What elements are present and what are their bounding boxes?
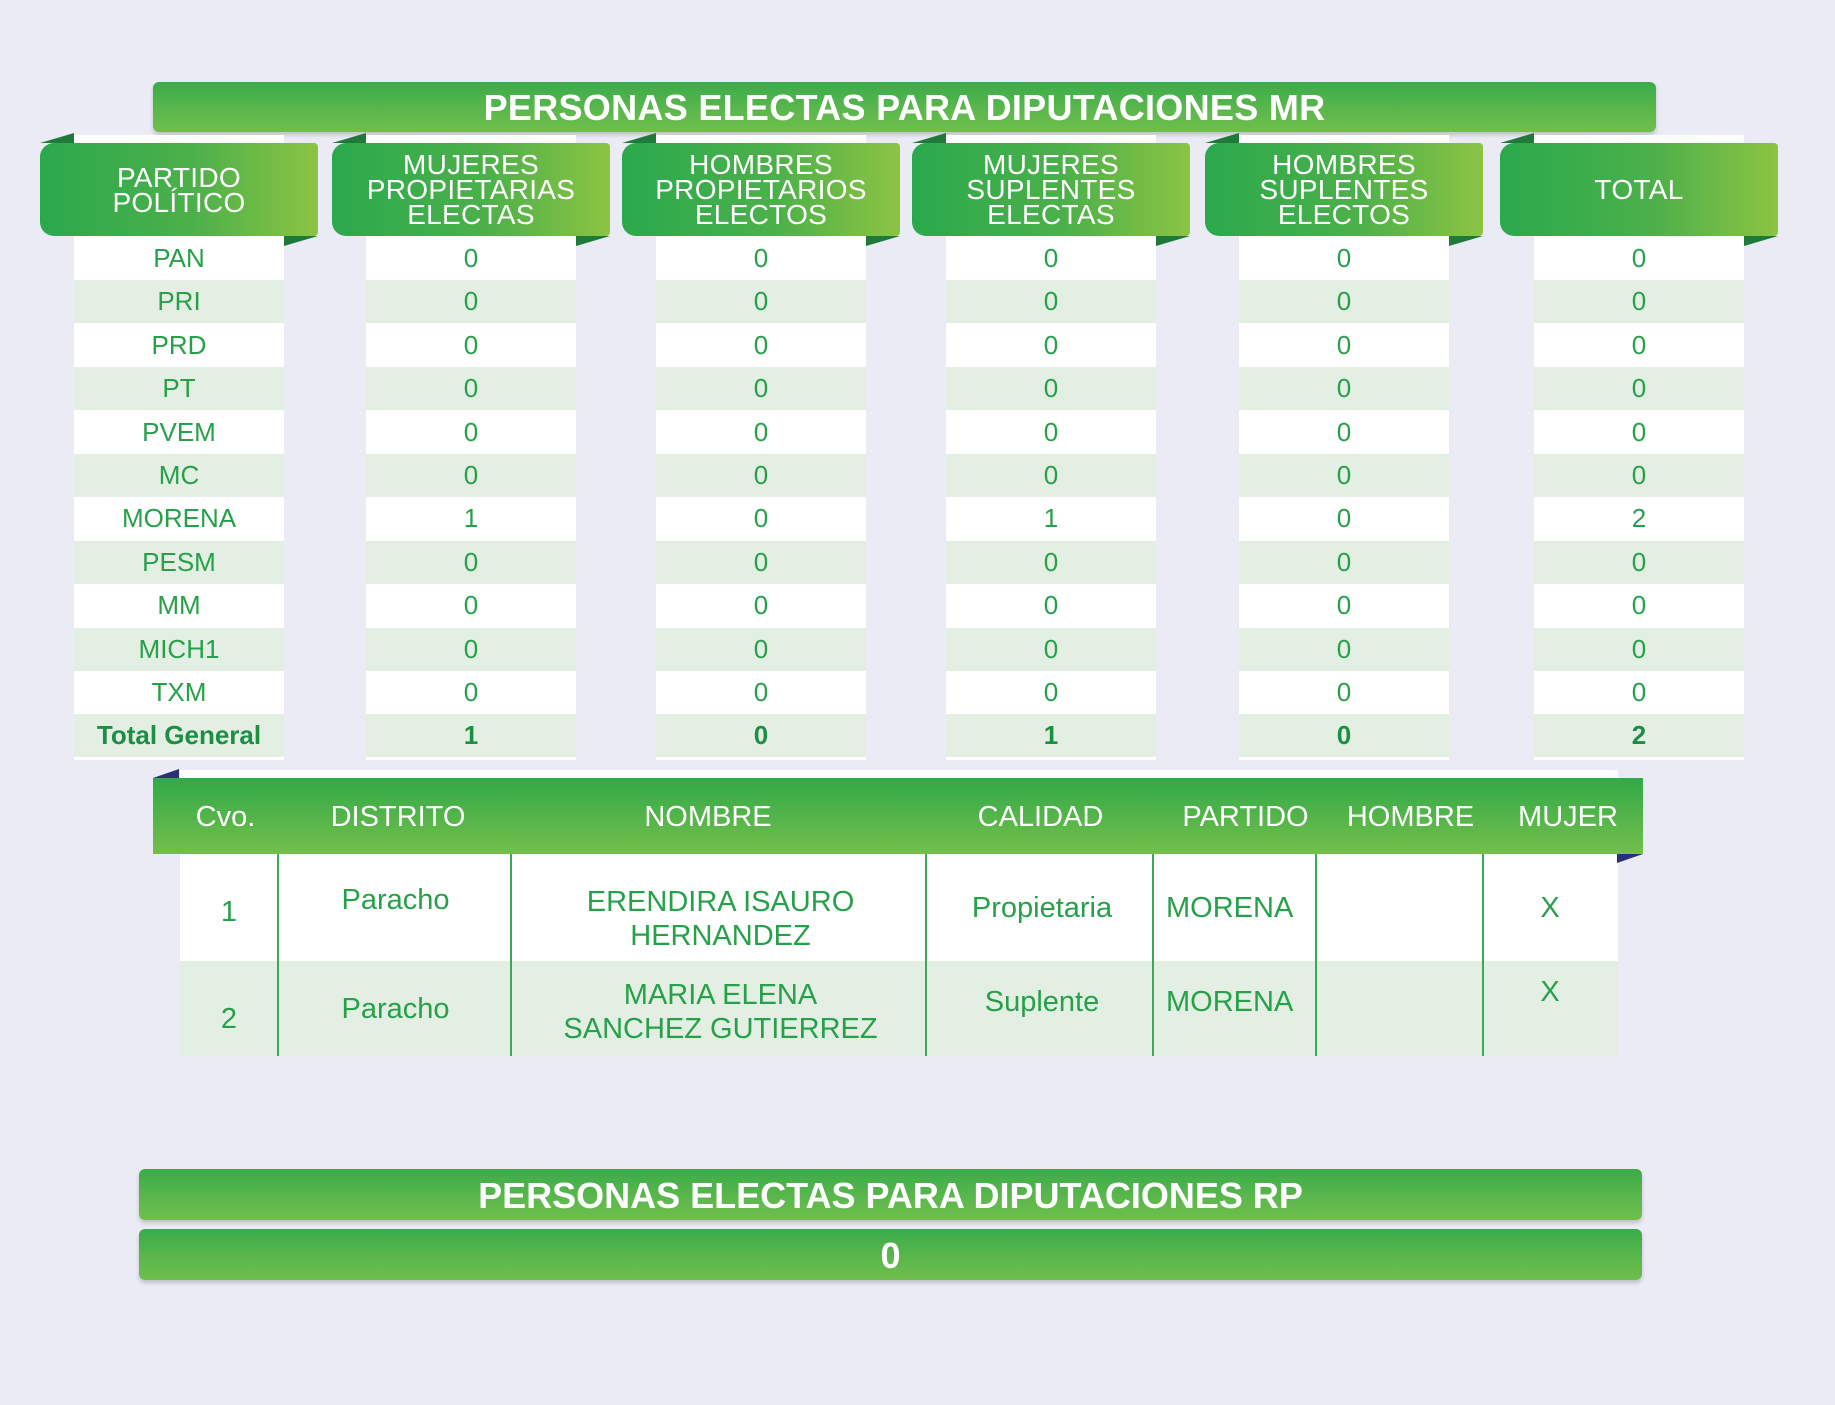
value-cell: 0: [1043, 590, 1059, 621]
cell-distrito: Paracho: [341, 992, 450, 1025]
column-divider: [1152, 854, 1154, 1056]
cell-cvo: 2: [220, 1002, 238, 1035]
value-cell: 0: [463, 416, 479, 447]
party-name-cell: PRD: [151, 329, 207, 360]
column-header-label: PARTIDO POLÍTICO: [112, 161, 246, 218]
value-cell: 0: [753, 677, 769, 707]
header-mujer: MUJER: [1518, 801, 1618, 833]
value-cell: 0: [1336, 677, 1352, 707]
cell-calidad: Suplente: [984, 986, 1100, 1018]
value-cell: 0: [946, 541, 1156, 584]
value-cell: 0: [463, 677, 479, 707]
value-cell: 2: [1631, 503, 1647, 534]
value-cell: 0: [1534, 628, 1744, 671]
value-cell: 0: [1631, 590, 1647, 621]
header-mujeres-propietarias: [332, 143, 610, 236]
value-cell: 1: [463, 503, 479, 534]
rp-section-title: PERSONAS ELECTAS PARA DIPUTACIONES RP: [139, 1169, 1642, 1220]
column-header-label: HOMBRES SUPLENTES ELECTOS: [1259, 149, 1429, 230]
header-hombre: HOMBRE: [1346, 801, 1475, 833]
column-divider: [925, 854, 927, 1056]
party-name-cell: MICH1: [74, 628, 284, 671]
value-cell: 0: [366, 367, 576, 410]
value-cell: 0: [946, 454, 1156, 497]
cell-cvo: 1: [220, 895, 238, 928]
header-mujeres-suplentes: [912, 143, 1190, 236]
value-cell: 0: [1534, 454, 1744, 497]
value-cell: 1: [1043, 503, 1059, 534]
column-header-label: MUJERES SUPLENTES ELECTAS: [966, 149, 1136, 230]
cell-nombre: [513, 961, 928, 1073]
value-cell: 0: [656, 541, 866, 584]
value-cell: 0: [1239, 541, 1449, 584]
header-cvo: Cvo.: [195, 801, 256, 833]
value-cell: 0: [753, 243, 769, 273]
value-cell: 0: [366, 541, 576, 584]
cell-mujer: X: [1540, 976, 1560, 1008]
value-cell: 0: [656, 454, 866, 497]
nombre-line-1: ERENDIRA ISAURO: [586, 886, 855, 918]
party-name-cell: PVEM: [142, 416, 216, 447]
value-cell: 0: [1239, 367, 1449, 410]
value-cell: 0: [1239, 628, 1449, 671]
value-cell: 0: [1043, 416, 1059, 447]
cell-partido: MORENA: [1166, 986, 1294, 1018]
value-cell: 0: [753, 503, 769, 534]
header-nombre: NOMBRE: [644, 801, 772, 833]
column-divider: [277, 854, 279, 1056]
cell-mujer: X: [1540, 891, 1560, 924]
value-cell: 0: [1534, 367, 1744, 410]
value-cell: 0: [1534, 541, 1744, 584]
header-partido: PARTIDO: [1182, 801, 1309, 833]
total-value-cell: 0: [1239, 714, 1449, 757]
value-cell: 0: [1631, 329, 1647, 360]
table-row: [180, 854, 1618, 961]
value-cell: 0: [1336, 590, 1352, 621]
nombre-line-1: MARIA ELENA: [623, 979, 818, 1011]
value-cell: 0: [1336, 243, 1352, 273]
party-name-cell: PESM: [74, 541, 284, 584]
party-name-cell: MC: [74, 454, 284, 497]
value-cell: 0: [1336, 503, 1352, 534]
header-calidad: CALIDAD: [977, 801, 1104, 833]
detail-table-header: [153, 778, 1643, 854]
value-cell: 0: [753, 416, 769, 447]
party-name-cell: MORENA: [121, 503, 237, 534]
value-cell: 0: [1631, 677, 1647, 707]
cell-hombre: [1316, 961, 1482, 1056]
header-partido: [40, 143, 318, 236]
cell-distrito: Paracho: [341, 884, 450, 916]
value-cell: 0: [656, 628, 866, 671]
value-cell: 0: [366, 628, 576, 671]
table-row: [180, 961, 1618, 1056]
value-cell: 0: [1043, 677, 1059, 707]
total-value-cell: 0: [656, 714, 866, 757]
column-header-label: HOMBRES PROPIETARIOS ELECTOS: [655, 149, 867, 230]
column-divider: [510, 854, 512, 1056]
value-cell: 0: [656, 280, 866, 323]
value-cell: 0: [366, 280, 576, 323]
value-cell: 0: [1336, 416, 1352, 447]
column-divider: [1482, 854, 1484, 1056]
cell-partido: MORENA: [1166, 891, 1294, 924]
column-divider: [1315, 854, 1317, 1056]
value-cell: 0: [1043, 243, 1059, 273]
total-general-label: Total General: [74, 714, 284, 757]
value-cell: 0: [463, 329, 479, 360]
value-cell: 0: [1239, 280, 1449, 323]
value-cell: 0: [1631, 243, 1647, 273]
total-value-cell: 1: [366, 714, 576, 757]
header-total: [1500, 143, 1778, 236]
party-name-cell: TXM: [151, 677, 207, 707]
header-hombres-propietarios: [622, 143, 900, 236]
value-cell: 0: [1534, 280, 1744, 323]
value-cell: 0: [946, 628, 1156, 671]
value-cell: 0: [463, 590, 479, 621]
value-cell: 0: [366, 454, 576, 497]
value-cell: 0: [463, 243, 479, 273]
value-cell: 0: [1043, 329, 1059, 360]
cell-calidad: Propietaria: [971, 891, 1113, 924]
column-header-label: TOTAL: [1594, 174, 1684, 205]
cell-hombre: [1316, 854, 1482, 961]
value-cell: 0: [1239, 454, 1449, 497]
value-cell: 0: [753, 329, 769, 360]
mr-section-title: PERSONAS ELECTAS PARA DIPUTACIONES MR: [153, 82, 1656, 132]
party-name-cell: PRI: [74, 280, 284, 323]
column-header-label: MUJERES PROPIETARIAS ELECTAS: [366, 149, 576, 230]
header-hombres-suplentes: [1205, 143, 1483, 236]
party-name-cell: PT: [74, 367, 284, 410]
value-cell: 0: [1631, 416, 1647, 447]
value-cell: 0: [1336, 329, 1352, 360]
nombre-line-2: SANCHEZ GUTIERREZ: [563, 1013, 878, 1045]
party-name-cell: MM: [157, 590, 201, 621]
value-cell: 0: [946, 280, 1156, 323]
nombre-line-2: HERNANDEZ: [630, 920, 811, 952]
value-cell: 0: [753, 590, 769, 621]
header-distrito: DISTRITO: [330, 801, 466, 833]
total-value-cell: 2: [1534, 714, 1744, 757]
rp-total-value: 0: [139, 1229, 1642, 1280]
party-name-cell: PAN: [153, 243, 205, 273]
value-cell: 0: [946, 367, 1156, 410]
total-value-cell: 1: [946, 714, 1156, 757]
value-cell: 0: [656, 367, 866, 410]
